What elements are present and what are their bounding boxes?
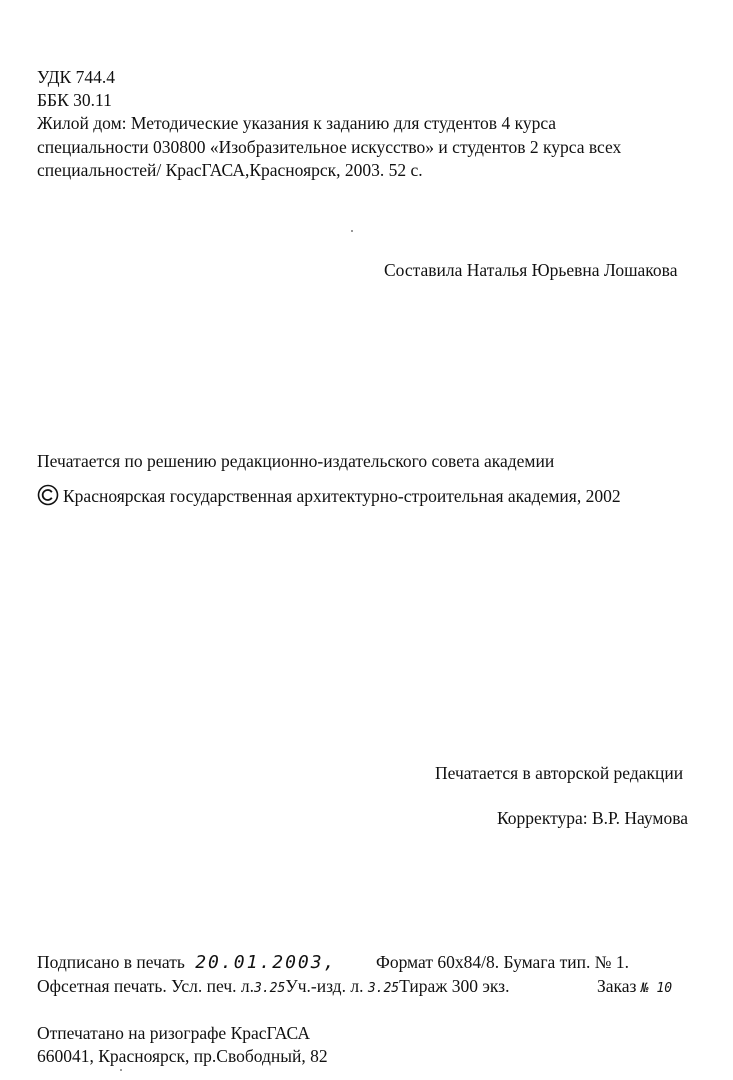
copyright-icon	[37, 484, 59, 506]
edu-sheets-handwritten: 3.25	[367, 981, 400, 996]
biblio-line-1: Жилой дом: Методические указания к заданию для студентов 4 курса	[37, 113, 557, 133]
printer-line-2: 660041, Красноярск, пр.Свободный, 82	[37, 1046, 328, 1066]
circulation: Тираж 300 экз.	[399, 976, 510, 996]
author-edition-note: Печатается в авторской редакции	[435, 763, 684, 783]
scan-speck	[351, 230, 353, 232]
edu-sheets-label: Уч.-изд. л.	[285, 976, 364, 996]
order-number-handwritten: № 10	[640, 981, 673, 996]
printer-line-1: Отпечатано на ризографе КрасГАСА	[37, 1023, 310, 1043]
copyright-text: Красноярская государственная архитектурно-строительная академия, 2002	[63, 486, 621, 506]
order-label: Заказ	[597, 976, 637, 996]
bbk-code: ББК 30.11	[37, 90, 112, 110]
format-paper-line: Формат 60x84/8. Бумага тип. № 1.	[376, 952, 629, 972]
biblio-line-2: специальности 030800 «Изобразительное искусство» и студентов 2 курса всех	[37, 137, 622, 157]
imprint-print-line	[37, 975, 509, 1000]
print-sheets-handwritten: 3.25	[254, 981, 286, 996]
council-note: Печатается по решению редакционно-издательского совета академии	[37, 451, 555, 471]
signed-date-handwritten: 20.01.2003,	[195, 952, 337, 973]
scan-speck	[120, 1069, 122, 1071]
signed-label: Подписано в печать	[37, 952, 185, 972]
copyright-line	[37, 484, 621, 507]
proofreading-line: Корректура: В.Р. Наумова	[497, 808, 689, 828]
print-type: Офсетная печать. Усл. печ. л.	[37, 976, 255, 996]
udk-code: УДК 744.4	[37, 67, 115, 87]
imprint-signed-line	[37, 951, 336, 974]
biblio-line-3: специальностей/ КрасГАСА,Красноярск, 2003. 52 с.	[37, 160, 423, 180]
order-line	[597, 975, 672, 1000]
compiler-line: Составила Наталья Юрьевна Лошакова	[384, 260, 678, 280]
